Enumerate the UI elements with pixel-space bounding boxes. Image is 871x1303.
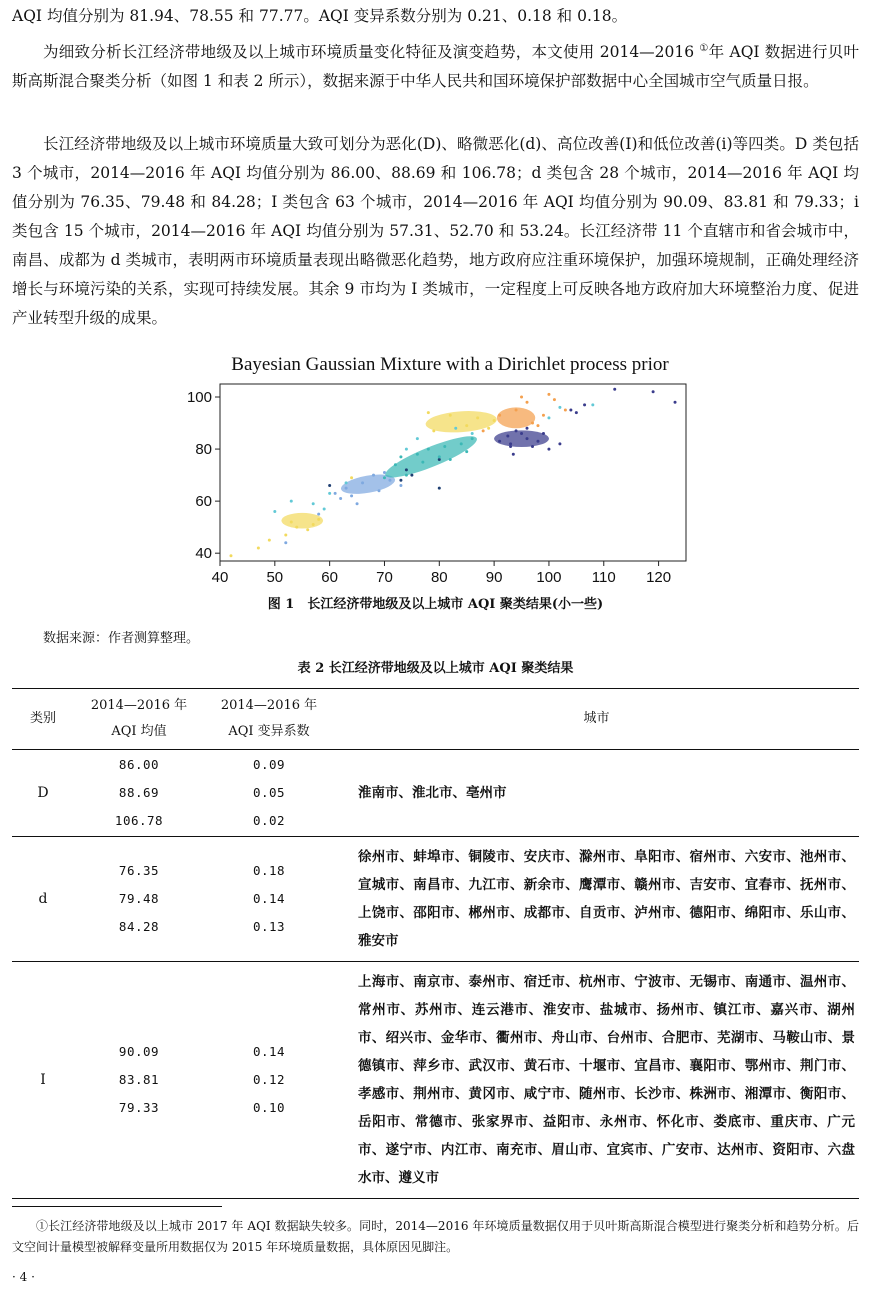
x-tick-label: 40 (211, 569, 229, 586)
data-point (509, 445, 512, 448)
figure-caption: 图 1 长江经济带地级及以上城市 AQI 聚类结果(小一些) (267, 597, 604, 612)
data-point (542, 414, 545, 417)
x-tick-label: 120 (646, 569, 672, 586)
x-tick-label: 110 (591, 569, 616, 586)
data-point (290, 500, 293, 503)
data-point (388, 479, 391, 482)
footnote: ①长江经济带地级及以上城市 2017 年 AQI 数据缺失较多。同时，2014—2016 年环境质量数据仅用于贝叶斯高斯混合模型进行聚类分析和趋势分析。后文空间计量模型被解释变量所用数据仅为 2015 年环境质量数据，具体原因见脚注。 (12, 1219, 859, 1254)
x-tick-label: 100 (536, 569, 562, 586)
data-point (558, 442, 561, 445)
data-point (509, 442, 512, 445)
data-point (438, 487, 441, 490)
data-point (416, 437, 419, 440)
mean-2016: 106.78 (114, 813, 164, 828)
footnote-marker: ① (699, 42, 709, 54)
data-point (512, 453, 515, 456)
data-point (317, 518, 320, 521)
data-point (268, 539, 271, 542)
data-point (290, 520, 293, 523)
data-point (284, 541, 287, 544)
data-point (410, 474, 413, 477)
data-point (421, 461, 424, 464)
cv-2015: 0.05 (252, 785, 286, 800)
data-point (531, 445, 534, 448)
data-point (399, 479, 402, 482)
cluster-table (12, 688, 859, 1199)
data-point (526, 437, 529, 440)
data-point (498, 440, 501, 443)
data-point (432, 429, 435, 432)
mean-2014: 90.09 (118, 1044, 160, 1059)
mean-2014: 86.00 (118, 757, 160, 772)
data-point (613, 388, 616, 391)
row-means (74, 962, 204, 1199)
scatter-chart (180, 346, 700, 596)
header-aqi-mean (74, 689, 204, 750)
data-point (531, 422, 534, 425)
data-point (372, 474, 375, 477)
data-point (405, 448, 408, 451)
x-tick-label: 50 (266, 569, 284, 586)
data-point (536, 440, 539, 443)
row-means (74, 837, 204, 962)
row-category: I (40, 1072, 46, 1088)
paragraph-aqi-means: AQI 均值分别为 81.94、78.55 和 77.77。AQI 变异系数分别为 0.21、0.18 和 0.18。 (12, 7, 628, 25)
data-point (674, 401, 677, 404)
data-point (520, 396, 523, 399)
data-point (515, 429, 518, 432)
mixture-ellipse-3 (382, 429, 481, 484)
header-cv-line2: AQI 变异系数 (228, 724, 310, 739)
data-point (284, 533, 287, 536)
data-point (273, 510, 276, 513)
data-point (438, 458, 441, 461)
data-point (312, 523, 315, 526)
page-number: · 4 · (12, 1270, 35, 1284)
data-point (383, 471, 386, 474)
data-point (328, 492, 331, 495)
table-row-d-upper (12, 750, 859, 837)
paragraph-method-text-a: 为细致分析长江经济带地级及以上城市环境质量变化特征及演变趋势，本文使用 2014—2016 (43, 43, 700, 61)
row-cvs (204, 837, 334, 962)
axes (187, 389, 671, 586)
data-point (377, 489, 380, 492)
row-category: d (38, 891, 48, 907)
data-point (443, 445, 446, 448)
data-point (405, 468, 408, 471)
plot-frame (220, 384, 686, 561)
cv-2014: 0.14 (252, 1044, 286, 1059)
y-tick-label: 100 (186, 389, 212, 407)
table-row-d-lower (12, 837, 859, 962)
data-point (526, 427, 529, 430)
mean-2014: 76.35 (118, 863, 160, 878)
mean-2015: 88.69 (118, 785, 160, 800)
mixture-components (281, 407, 549, 528)
data-point (515, 409, 518, 412)
mean-2016: 79.33 (118, 1100, 160, 1115)
x-tick-label: 80 (430, 569, 448, 586)
mean-2015: 79.48 (118, 891, 160, 906)
data-point (520, 432, 523, 435)
row-cvs (204, 962, 334, 1199)
data-point (465, 424, 468, 427)
data-point (345, 481, 348, 484)
data-point (547, 416, 550, 419)
row-cities: 徐州市、蚌埠市、铜陵市、安庆市、滁州市、阜阳市、宿州市、六安市、池州市、宣城市、南昌市、九江市、新余市、鹰潭市、赣州市、吉安市、宜春市、抚州市、上饶市、邵阳市、郴州市、成都市、自贡市、泸州市、德阳市、绵阳市、乐山市、雅安市 (358, 849, 855, 949)
table-title: 表 2 长江经济带地级及以上城市 AQI 聚类结果 (297, 661, 574, 676)
data-point (317, 513, 320, 516)
x-tick-label: 70 (376, 569, 393, 586)
y-tick-label: 80 (195, 441, 212, 459)
data-point (547, 448, 550, 451)
paragraph-method-text-b: 年 AQI 数据进行贝叶斯高斯混合聚类分析（如图 1 和表 2 所示），数据来源于中华人民共和国环境保护部数据中心全国城市空气质量日报。 (12, 43, 860, 90)
cv-2016: 0.13 (252, 919, 286, 934)
header-category: 类别 (29, 711, 56, 726)
data-point (334, 492, 337, 495)
data-point (449, 458, 452, 461)
row-cities: 上海市、南京市、泰州市、宿迁市、杭州市、宁波市、无锡市、南通市、温州市、常州市、苏州市、连云港市、淮安市、盐城市、扬州市、镇江市、嘉兴市、湖州市、绍兴市、金华市、衢州市、舟山市、台州市、合肥市、芜湖市、马鞍山市、景德镇市、萍乡市、武汉市、黄石市、十堰市、宜昌市、襄阳市、鄂州市、荆门市、孝感市、荆州市、黄冈市、咸宁市、随州市、长沙市、株洲市、湘潭市、衡阳市、岳阳市、常德市、张家界市、益阳市、永州市、怀化市、娄底市、重庆市、广元市、遂宁市、内江市、南充市、眉山市、宜宾市、广安市、达州市、资阳市、六盘水市、遵义市 (358, 974, 855, 1186)
mean-2015: 83.81 (118, 1072, 160, 1087)
data-point (471, 432, 474, 435)
data-point (493, 419, 496, 422)
data-point (356, 502, 359, 505)
data-point (295, 526, 298, 529)
data-point (323, 507, 326, 510)
data-point (438, 455, 441, 458)
y-tick-label: 40 (195, 545, 212, 563)
data-point (476, 416, 479, 419)
data-point (229, 554, 232, 557)
cv-2016: 0.10 (252, 1100, 286, 1115)
data-point (553, 398, 556, 401)
data-point (427, 411, 430, 414)
cv-2014: 0.09 (252, 757, 286, 772)
footnote-rule (12, 1206, 222, 1207)
data-point (257, 546, 260, 549)
cv-2015: 0.14 (252, 891, 286, 906)
row-cities: 淮南市、淮北市、亳州市 (358, 785, 507, 801)
table-row-i-upper (12, 962, 859, 1199)
data-point (652, 390, 655, 393)
data-point (383, 476, 386, 479)
data-point (583, 403, 586, 406)
paragraph-classification: 长江经济带地级及以上城市环境质量大致可划分为恶化(D)、略微恶化(d)、高位改善(I)和低位改善(i)等四类。D 类包括 3 个城市，2014—2016 年 AQI 均值分别为 86.00、88.69 和 106.78；d 类包含 28 个城市，2014—2016 年 AQI 均值分别为 76.35、79.48 和 84.28；I 类包含 63 个城市，2014—2016 年 AQI 均值分别为 90.09、83.81 和 79.33；i 类包含 15 个城市，2014—2016 年 AQI 均值分别为 57.31、52.70 和 53.24。长江经济带 11 个直辖市和省会城市中，南昌、成都为 d 类城市，表明两市环境质量表现出略微恶化趋势，地方政府应注重环境保护，加强环境规制，正确处理经济增长与环境污染的关系，实现可持续发展。其余 9 市均为 I 类城市，一定程度上可反映各地方政府加大环境整治力度、促进产业转型升级的成果。 (12, 135, 859, 327)
data-point (498, 414, 501, 417)
header-aqi-cv (204, 689, 334, 750)
data-point (558, 406, 561, 409)
data-point (454, 427, 457, 430)
data-point (465, 450, 468, 453)
header-cities: 城市 (583, 711, 610, 726)
data-point (460, 442, 463, 445)
data-point (564, 409, 567, 412)
y-tick-label: 60 (195, 493, 212, 511)
row-cvs (204, 750, 334, 837)
data-point (575, 411, 578, 414)
cv-2016: 0.02 (252, 813, 286, 828)
data-point (482, 429, 485, 432)
row-means (74, 750, 204, 837)
data-point (449, 414, 452, 417)
data-point (405, 474, 408, 477)
data-point (487, 427, 490, 430)
data-point (591, 403, 594, 406)
data-point (536, 424, 539, 427)
data-point (399, 455, 402, 458)
mixture-ellipse-4 (425, 409, 498, 435)
data-point (416, 453, 419, 456)
data-point (506, 435, 509, 438)
data-point (339, 497, 342, 500)
chart-title: Bayesian Gaussian Mixture with a Dirichlet process prior (231, 354, 669, 375)
row-category: D (37, 785, 49, 801)
mixture-ellipse-1 (281, 513, 323, 529)
data-point (526, 401, 529, 404)
mean-2016: 84.28 (118, 919, 160, 934)
data-point (569, 409, 572, 412)
cv-2014: 0.18 (252, 863, 286, 878)
header-cv-line1: 2014—2016 年 (220, 698, 318, 713)
data-point (350, 494, 353, 497)
cv-2015: 0.12 (252, 1072, 286, 1087)
data-point (394, 463, 397, 466)
paragraph-method (12, 38, 859, 96)
data-point (471, 437, 474, 440)
data-point (350, 476, 353, 479)
x-tick-label: 60 (321, 569, 338, 586)
figure-source: 数据来源：作者测算整理。 (43, 631, 200, 646)
data-point (399, 484, 402, 487)
data-point (312, 502, 315, 505)
data-point (306, 528, 309, 531)
table-header-row (12, 689, 859, 750)
header-mean-line1: 2014—2016 年 (90, 698, 188, 713)
header-mean-line2: AQI 均值 (111, 724, 167, 739)
x-tick-label: 90 (485, 569, 503, 586)
data-point (427, 448, 430, 451)
data-point (328, 484, 331, 487)
data-point (345, 487, 348, 490)
data-point (542, 432, 545, 435)
data-point (547, 393, 550, 396)
data-point (361, 481, 364, 484)
